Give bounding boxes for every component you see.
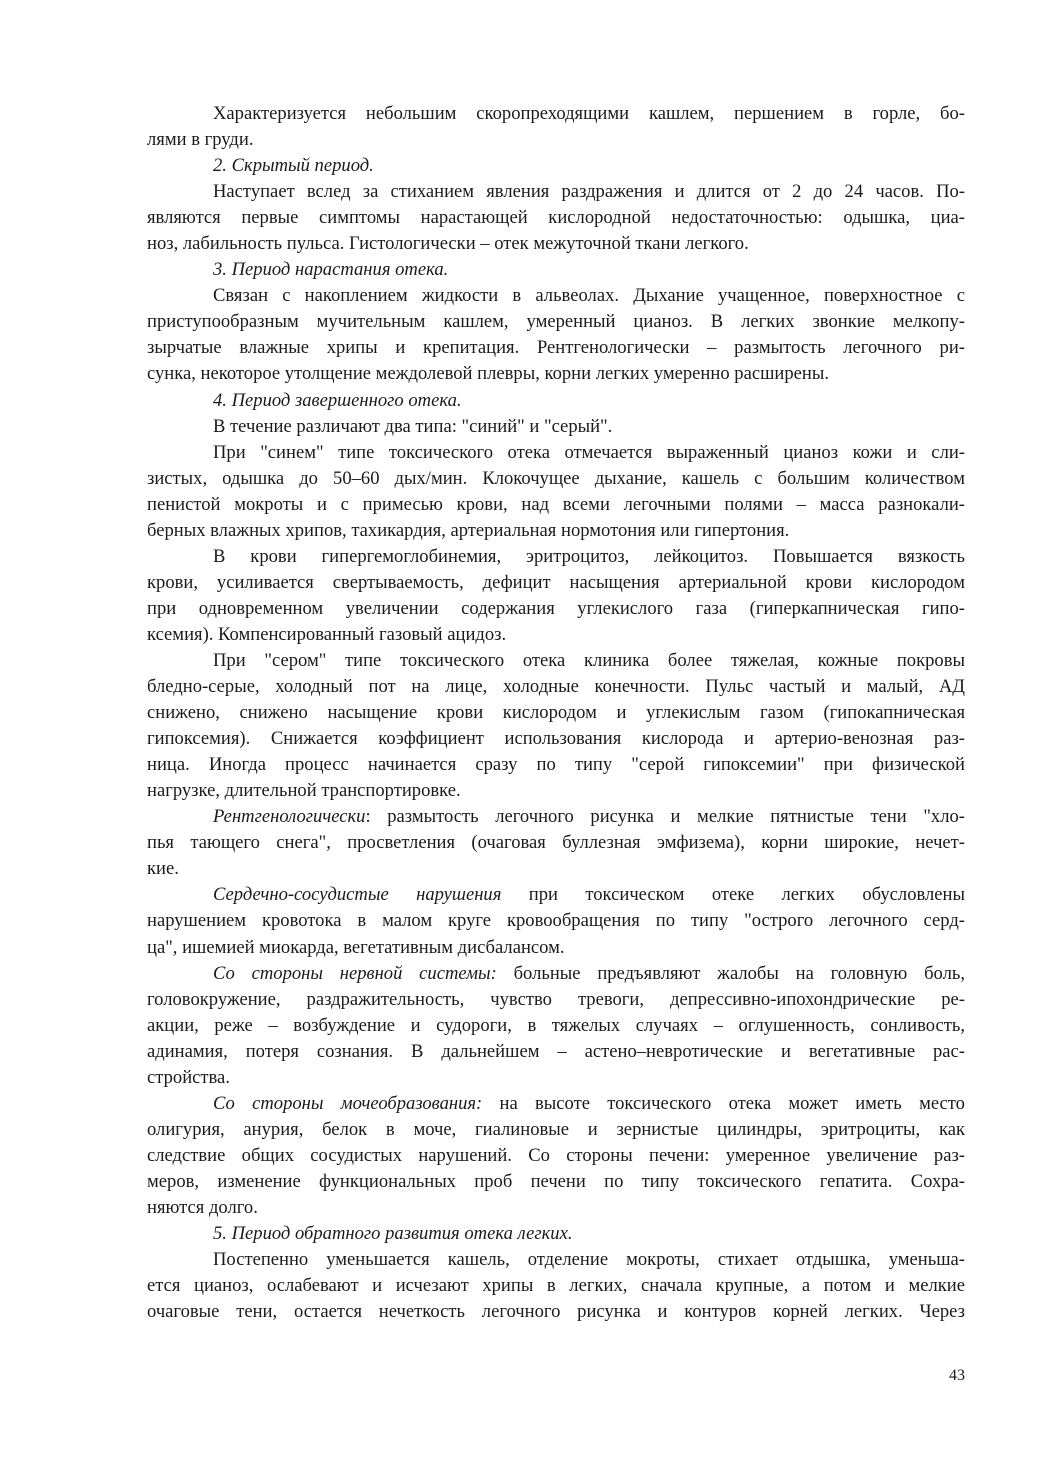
text-line bbox=[147, 518, 965, 544]
body-text: ца", ишемией миокарда, вегетативным дисбалансом. bbox=[147, 936, 565, 958]
text-line bbox=[147, 961, 965, 987]
text-line bbox=[147, 544, 965, 570]
body-text: приступообразным мучительным кашлем, умеренный цианоз. В легких звонкие мелкопу- bbox=[147, 311, 965, 333]
text-line bbox=[147, 1221, 965, 1247]
text-line bbox=[147, 830, 965, 856]
page-body bbox=[147, 101, 965, 1325]
text-line bbox=[147, 1247, 965, 1273]
text-line bbox=[147, 726, 965, 752]
text-line bbox=[147, 648, 965, 674]
body-text: ница. Иногда процесс начинается сразу по типу "серой гипоксемии" при физической bbox=[147, 754, 965, 776]
body-text: бледно-серые, холодный пот на лице, холодные конечности. Пульс частый и малый, АД bbox=[147, 676, 965, 698]
body-text: гипоксемия). Снижается коэффициент использования кислорода и артерио-венозная раз- bbox=[147, 728, 965, 750]
body-text: При "сером" типе токсического отека клиника более тяжелая, кожные покровы bbox=[213, 649, 965, 671]
body-text: ноз, лабильность пульса. Гистологически – отек межуточной ткани легкого. bbox=[147, 233, 749, 255]
text-line bbox=[147, 856, 965, 882]
body-text: лями в груди. bbox=[147, 129, 254, 151]
body-text: В течение различают два типа: "синий" и "серый". bbox=[213, 415, 613, 437]
text-line bbox=[147, 1143, 965, 1169]
page-number: 43 bbox=[949, 1367, 965, 1384]
body-text: при токсическом отеке легких обусловлены bbox=[501, 884, 965, 906]
body-text: головокружение, раздражительность, чувство тревоги, депрессивно-ипохондрические ре- bbox=[147, 988, 965, 1010]
text-line bbox=[147, 596, 965, 622]
body-text: Связан с накоплением жидкости в альвеолах. Дыхание учащенное, поверхностное с bbox=[213, 285, 965, 307]
body-text: на высоте токсического отека может иметь место bbox=[482, 1092, 965, 1114]
body-text: очаговые тени, остается нечеткость легочного рисунка и контуров корней легких. Через bbox=[147, 1301, 965, 1323]
italic-text: 4. Период завершенного отека. bbox=[213, 389, 462, 411]
text-line bbox=[147, 361, 965, 387]
text-line bbox=[147, 1195, 965, 1221]
text-line bbox=[147, 935, 965, 961]
body-text: олигурия, анурия, белок в моче, гиалиновые и зернистые цилиндры, эритроциты, как bbox=[147, 1118, 965, 1140]
text-line bbox=[147, 882, 965, 908]
body-text: больные предъявляют жалобы на головную боль, bbox=[496, 962, 965, 984]
text-line bbox=[147, 1091, 965, 1117]
body-text: кие. bbox=[147, 858, 179, 880]
text-line bbox=[147, 908, 965, 934]
text-line bbox=[147, 1299, 965, 1325]
text-line bbox=[147, 1039, 965, 1065]
body-text: меров, изменение функциональных проб печени по типу токсического гепатита. Сохра- bbox=[147, 1170, 965, 1192]
body-text: адинамия, потеря сознания. В дальнейшем – астено–невротические и вегетативные рас- bbox=[147, 1040, 965, 1062]
text-line bbox=[147, 1273, 965, 1299]
body-text: берных влажных хрипов, тахикардия, артериальная нормотония или гипертония. bbox=[147, 519, 790, 541]
body-text: ксемия). Компенсированный газовый ацидоз. bbox=[147, 623, 507, 645]
text-line bbox=[147, 414, 965, 440]
text-line bbox=[147, 622, 965, 648]
text-line bbox=[147, 283, 965, 309]
text-line bbox=[147, 179, 965, 205]
text-line bbox=[147, 570, 965, 596]
body-text: нарушением кровотока в малом круге кровообращения по типу "острого легочного серд- bbox=[147, 910, 965, 932]
text-line bbox=[147, 1013, 965, 1039]
body-text: следствие общих сосудистых нарушений. Со стороны печени: умеренное увеличение раз- bbox=[147, 1144, 965, 1166]
text-line bbox=[147, 804, 965, 830]
text-line bbox=[147, 492, 965, 518]
body-text: Постепенно уменьшается кашель, отделение мокроты, стихает отдышка, уменьша- bbox=[213, 1249, 965, 1271]
text-line bbox=[147, 440, 965, 466]
text-line bbox=[147, 778, 965, 804]
text-line bbox=[147, 127, 965, 153]
text-line bbox=[147, 101, 965, 127]
body-text: зырчатые влажные хрипы и крепитация. Рентгенологически – размытость легочного ри- bbox=[147, 337, 965, 359]
text-line bbox=[147, 309, 965, 335]
text-line bbox=[147, 153, 965, 179]
text-line bbox=[147, 388, 965, 414]
text-line bbox=[147, 1065, 965, 1091]
body-text: акции, реже – возбуждение и судороги, в тяжелых случаях – оглушенность, сонливость, bbox=[147, 1014, 965, 1036]
body-text: пенистой мокроты и с примесью крови, над всеми легочными полями – масса разнокали- bbox=[147, 493, 965, 515]
text-line bbox=[147, 752, 965, 778]
body-text: Наступает вслед за стиханием явления раздражения и длится от 2 до 24 часов. По- bbox=[213, 181, 965, 203]
body-text: стройства. bbox=[147, 1066, 230, 1088]
body-text: сунка, некоторое утолщение междолевой плевры, корни легких умеренно расширены. bbox=[147, 363, 829, 385]
body-text: При "синем" типе токсического отека отмечается выраженный цианоз кожи и сли- bbox=[213, 441, 965, 463]
text-line bbox=[147, 257, 965, 283]
text-line bbox=[147, 205, 965, 231]
italic-text: Со стороны мочеобразования: bbox=[213, 1092, 483, 1114]
text-line bbox=[147, 231, 965, 257]
italic-text: Со стороны нервной системы: bbox=[213, 962, 497, 984]
italic-text: 3. Период нарастания отека. bbox=[213, 259, 449, 281]
italic-text: 2. Скрытый период. bbox=[213, 155, 374, 177]
italic-text: Сердечно-сосудистые нарушения bbox=[213, 884, 502, 906]
body-text: няются долго. bbox=[147, 1196, 258, 1218]
text-line bbox=[147, 700, 965, 726]
text-line bbox=[147, 987, 965, 1013]
body-text: Характеризуется небольшим скоропреходящими кашлем, першением в горле, бо- bbox=[213, 103, 965, 124]
body-text: пья тающего снега", просветления (очаговая буллезная эмфизема), корни широкие, нечет- bbox=[147, 832, 965, 854]
italic-text: 5. Период обратного развития отека легких. bbox=[213, 1223, 573, 1245]
body-text: : размытость легочного рисунка и мелкие пятнистые тени "хло- bbox=[365, 806, 965, 828]
body-text: нагрузке, длительной транспортировке. bbox=[147, 780, 461, 802]
text-line bbox=[147, 466, 965, 492]
body-text: ется цианоз, ослабевают и исчезают хрипы в легких, сначала крупные, а потом и мелкие bbox=[147, 1275, 965, 1297]
body-text: В крови гипергемоглобинемия, эритроцитоз, лейкоцитоз. Повышается вязкость bbox=[213, 545, 965, 567]
body-text: при одновременном увеличении содержания углекислого газа (гиперкапническая гипо- bbox=[147, 597, 965, 619]
body-text: крови, усиливается свертываемость, дефицит насыщения артериальной крови кислородом bbox=[147, 571, 965, 593]
body-text: являются первые симптомы нарастающей кислородной недостаточностью: одышка, циа- bbox=[147, 207, 965, 229]
body-text: зистых, одышка до 50–60 дых/мин. Клокочущее дыхание, кашель с большим количеством bbox=[147, 467, 965, 489]
text-line bbox=[147, 1117, 965, 1143]
text-line bbox=[147, 674, 965, 700]
text-line bbox=[147, 1169, 965, 1195]
italic-text: Рентгенологически bbox=[213, 806, 366, 828]
body-text: снижено, снижено насыщение крови кислородом и углекислым газом (гипокапническая bbox=[147, 702, 965, 724]
text-line bbox=[147, 335, 965, 361]
